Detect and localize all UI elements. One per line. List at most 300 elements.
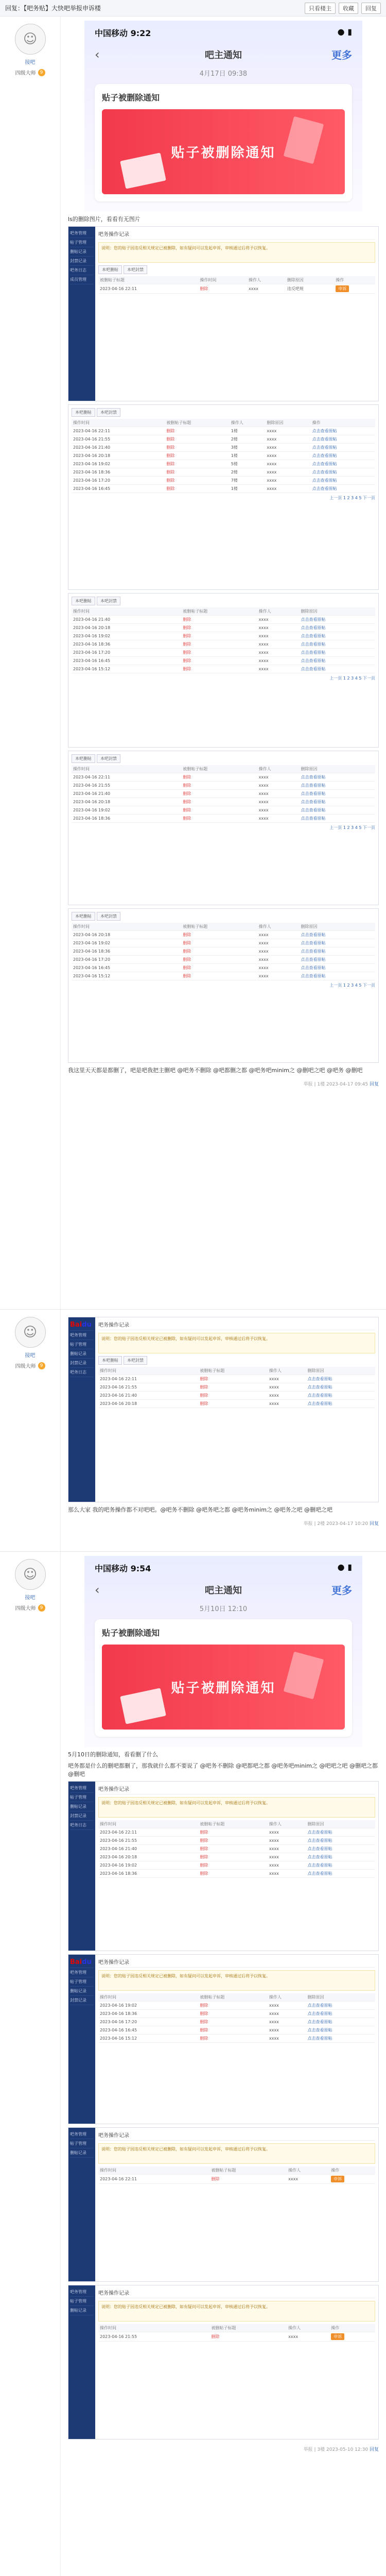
reply-button[interactable]: 回复	[361, 3, 381, 14]
cell: 2023-04-16 15:12	[72, 665, 181, 673]
table-row	[72, 972, 375, 980]
tab-banned: 本吧封禁	[124, 1356, 147, 1365]
col-action: 操作	[334, 276, 375, 284]
cell: 2023-04-16 22:11	[98, 1828, 198, 1837]
level-badge	[4, 69, 56, 76]
level-label: 四级大师	[15, 1606, 36, 1612]
avatar[interactable]: ☺	[15, 24, 46, 55]
cell: xxxx	[268, 1400, 306, 1408]
cell-link: 点击查看原帖	[306, 2018, 375, 2026]
cell: 删除	[198, 2018, 267, 2026]
pagination: 上一页 1 2 3 4 5 下一页	[329, 496, 375, 500]
cell: 删除	[181, 815, 257, 823]
admin-log-screenshot	[68, 1954, 379, 2124]
admin-log-screenshot	[68, 1781, 379, 1951]
cell-link: 点击查看原帖	[306, 2035, 375, 2043]
cell: 删除	[165, 452, 229, 460]
cell: 2023-04-16 18:36	[98, 1870, 198, 1878]
table-row	[72, 773, 375, 782]
col-title: 被删帖子标题	[198, 1367, 267, 1375]
cell-link: 点击查看原帖	[306, 1375, 375, 1383]
cell-link: 点击查看原帖	[306, 1853, 375, 1861]
table-row	[98, 2002, 375, 2010]
cell: 3楼	[230, 444, 266, 452]
logo-part: du	[82, 1958, 92, 1966]
col-action: 操作	[329, 2166, 375, 2175]
cell: 2023-04-16 22:11	[98, 1375, 198, 1383]
cell: xxxx	[257, 632, 300, 640]
table-row	[72, 427, 375, 435]
cell: xxxx	[257, 657, 300, 665]
tab-deleted: 本吧删帖	[72, 597, 95, 605]
cell: 删除	[198, 1400, 267, 1408]
cell: 2023-04-16 22:11	[98, 284, 198, 294]
post-1	[0, 16, 386, 1310]
log-table	[98, 276, 375, 294]
col-time: 操作时间	[72, 923, 181, 931]
cell: 2023-04-16 20:18	[98, 1853, 198, 1861]
message-time: 5月10日 12:10	[199, 1605, 248, 1613]
cell: 2023-04-16 18:36	[72, 640, 181, 649]
table-row	[98, 1392, 375, 1400]
post-text: ls的删除图片，看看有无图片	[68, 216, 141, 223]
cell-link: 点击查看原帖	[306, 2010, 375, 2018]
cell: 2023-04-16 21:55	[98, 1837, 198, 1845]
cell: xxxx	[268, 1837, 306, 1845]
cell: 2023-04-16 15:12	[98, 2035, 198, 2043]
author-card	[0, 16, 61, 1309]
cell-link: 点击查看原帖	[300, 931, 375, 939]
cell: 2023-04-16 21:40	[72, 790, 181, 798]
message-time: 4月17日 09:38	[199, 70, 248, 78]
avatar[interactable]: ☺	[15, 1559, 46, 1590]
table-row	[72, 657, 375, 665]
table-row	[72, 964, 375, 972]
cell: 2023-04-16 22:11	[72, 427, 165, 435]
menu-item: 吧务日志	[70, 266, 94, 275]
cell: 删除	[181, 657, 257, 665]
admin-log-screenshot	[68, 751, 379, 905]
cell: 删除	[181, 624, 257, 632]
table-row	[72, 931, 375, 939]
log-table	[98, 2324, 375, 2342]
tab-banned: 本吧封禁	[97, 754, 120, 763]
col-operator: 操作人	[268, 1367, 306, 1375]
cell: xxxx	[257, 790, 300, 798]
cell: 2023-04-16 19:02	[98, 1861, 198, 1870]
table-row	[98, 1383, 375, 1392]
appeal-button: 申诉	[331, 2333, 344, 2340]
cell: 2023-04-16 20:18	[72, 931, 181, 939]
cell: 2023-04-16 19:02	[72, 632, 181, 640]
log-notice: 说明：您的贴子因违反相关规定已被删除，如有疑问可以发起申诉，审核通过后将予以恢复。	[98, 242, 375, 263]
author-card	[0, 1552, 61, 2576]
phone-screenshot	[84, 21, 362, 212]
pagination: 上一页 1 2 3 4 5 下一页	[329, 825, 375, 830]
col-action: 操作	[311, 419, 375, 427]
author-card	[0, 1310, 61, 1551]
tab-deleted: 本吧删帖	[72, 754, 95, 763]
post-meta: 举报 | 2楼 2023-04-17 10:20	[303, 1521, 369, 1527]
status-icons: ● ▮	[337, 1562, 352, 1572]
menu-item: 吧务日志	[70, 1821, 94, 1830]
logo-part: Bai	[70, 1321, 82, 1329]
menu-item: 帖子管理	[70, 1793, 94, 1802]
cell: 2023-04-16 18:36	[98, 2010, 198, 2018]
cell: 2023-04-16 20:18	[72, 798, 181, 806]
tab-deleted: 本吧删帖	[98, 265, 122, 274]
level-badge	[4, 1604, 56, 1612]
table-row	[72, 665, 375, 673]
tab-banned: 本吧封禁	[97, 912, 120, 921]
log-notice: 说明：您的贴子因违反相关规定已被删除，如有疑问可以发起申诉，审核通过后将予以恢复。	[98, 2143, 375, 2164]
col-time: 操作时间	[72, 419, 165, 427]
col-operator: 操作人	[257, 923, 300, 931]
cell: 2023-04-16 17:20	[72, 649, 181, 657]
col-reason: 删除原因	[286, 276, 335, 284]
cell: 删除	[181, 806, 257, 815]
screen-title: 吧主通知	[205, 49, 242, 61]
notice-title: 贴子被删除通知	[102, 93, 160, 103]
cell: xxxx	[268, 2002, 306, 2010]
table-row	[72, 444, 375, 452]
table-row	[98, 2026, 375, 2035]
cell: xxxx	[257, 640, 300, 649]
admin-log-screenshot	[68, 1317, 379, 1502]
cell: xxxx	[268, 2018, 306, 2026]
admin-log-screenshot	[68, 404, 379, 590]
reply-link[interactable]: 回复	[369, 1082, 379, 1087]
cell: 删除	[198, 2002, 267, 2010]
reply-link[interactable]: 回复	[369, 2447, 379, 2452]
cell-link: 点击查看原帖	[306, 1861, 375, 1870]
admin-sidebar	[68, 2128, 95, 2281]
cell: xxxx	[257, 649, 300, 657]
cell: xxxx	[257, 773, 300, 782]
cell: xxxx	[265, 444, 310, 452]
cell-link: 点击查看原帖	[311, 427, 375, 435]
table-row	[72, 632, 375, 640]
table-row	[98, 1845, 375, 1853]
notice-title: 贴子被删除通知	[102, 1628, 160, 1638]
baidu-logo	[70, 1319, 94, 1331]
menu-item: 删帖记录	[70, 1349, 94, 1359]
cell: 删除	[181, 782, 257, 790]
menu-item: 删帖记录	[70, 247, 94, 257]
username-link[interactable]: 接吧	[25, 1595, 36, 1601]
status-carrier: 中国移动 9:54	[95, 1564, 151, 1573]
menu-item: 删帖记录	[70, 2306, 94, 2315]
cell-link: 点击查看原帖	[306, 2026, 375, 2035]
table-row	[98, 1828, 375, 1837]
col-operator: 操作人	[230, 419, 266, 427]
menu-item: 删帖记录	[70, 2148, 94, 2158]
cell-link: 点击查看原帖	[306, 1400, 375, 1408]
cell: xxxx	[257, 798, 300, 806]
menu-item: 成员管理	[70, 275, 94, 284]
col-reason: 删除原因	[306, 1820, 375, 1828]
log-heading: 吧务操作记录	[98, 1785, 375, 1794]
cell: xxxx	[265, 435, 310, 444]
cell: 2023-04-16 19:02	[72, 806, 181, 815]
cell-link: 点击查看原帖	[306, 1383, 375, 1392]
cell: xxxx	[268, 1861, 306, 1870]
log-table	[98, 1367, 375, 1408]
menu-item: 吧务管理	[70, 1968, 94, 1977]
post-footer	[68, 2443, 379, 2452]
col-time: 操作时间	[72, 607, 181, 616]
tab-banned: 本吧封禁	[124, 265, 147, 274]
cell: 1楼	[230, 427, 266, 435]
cell: 删除	[181, 632, 257, 640]
log-table	[98, 2166, 375, 2184]
pagination: 上一页 1 2 3 4 5 下一页	[329, 676, 375, 681]
cell: 2023-04-16 19:02	[98, 2002, 198, 2010]
menu-item: 封禁记录	[70, 1996, 94, 2005]
table-row	[98, 1400, 375, 1408]
cell: 2023-04-16 17:20	[72, 956, 181, 964]
cell-link: 点击查看原帖	[300, 782, 375, 790]
cell: 2023-04-16 16:45	[72, 964, 181, 972]
cell: 2023-04-16 21:40	[98, 1845, 198, 1853]
table-row	[98, 2035, 375, 2043]
cell: 删除	[209, 2175, 287, 2184]
table-row	[72, 468, 375, 477]
table-row	[72, 798, 375, 806]
avatar[interactable]: ☺	[15, 1317, 46, 1348]
cell: 2023-04-16 19:02	[72, 939, 181, 947]
log-notice: 说明：您的贴子因违反相关规定已被删除，如有疑问可以发起申诉，审核通过后将予以恢复。	[98, 2301, 375, 2321]
only-op-button[interactable]: 只看楼主	[305, 3, 336, 14]
menu-item: 帖子管理	[70, 2297, 94, 2306]
col-time: 操作时间	[98, 2324, 209, 2332]
admin-log-screenshot	[68, 908, 379, 1063]
cell: 2023-04-16 21:55	[72, 782, 181, 790]
cell: 删除	[198, 1828, 267, 1837]
logo-part: Bai	[70, 1958, 82, 1966]
baidu-logo	[70, 1957, 94, 1968]
cell-link: 点击查看原帖	[300, 624, 375, 632]
post-footer	[68, 1077, 379, 1087]
cell: 删除	[165, 468, 229, 477]
col-title: 被删帖子标题	[209, 2324, 287, 2332]
col-time: 操作时间	[98, 1820, 198, 1828]
tab-deleted: 本吧删帖	[72, 912, 95, 921]
level-badge	[4, 1362, 56, 1369]
cell-link: 点击查看原帖	[311, 460, 375, 468]
post-content	[61, 16, 386, 1309]
cell: 删除	[198, 2010, 267, 2018]
notice-card	[95, 1619, 352, 1737]
menu-item: 帖子管理	[70, 2139, 94, 2148]
cell-link: 点击查看原帖	[300, 798, 375, 806]
cell: xxxx	[257, 624, 300, 632]
cell: 删除	[165, 485, 229, 493]
favorite-button[interactable]: 收藏	[339, 3, 358, 14]
table-row	[72, 782, 375, 790]
table-row	[72, 939, 375, 947]
table-row	[98, 1853, 375, 1861]
cell: 2023-04-16 20:18	[72, 452, 165, 460]
cell: 2023-04-16 18:36	[72, 468, 165, 477]
menu-item: 吧务日志	[70, 1368, 94, 1377]
table-row	[98, 284, 375, 294]
notice-banner	[102, 109, 345, 194]
log-table	[72, 923, 375, 980]
col-reason: 删除原因	[306, 1993, 375, 2002]
menu-item: 吧务管理	[70, 229, 94, 238]
log-heading: 吧务操作记录	[98, 230, 375, 240]
tab-deleted: 本吧删帖	[72, 408, 95, 417]
admin-sidebar	[68, 227, 95, 401]
post-meta: 举报 | 3楼 2023-05-10 12:30	[303, 2447, 369, 2452]
cell-link: 点击查看原帖	[306, 1392, 375, 1400]
menu-item: 吧务管理	[70, 2130, 94, 2139]
table-row	[98, 2175, 375, 2184]
level-icon: 9	[38, 1362, 45, 1369]
table-row	[72, 815, 375, 823]
cell-link: 点击查看原帖	[306, 1828, 375, 1837]
cell: xxxx	[257, 815, 300, 823]
cell: xxxx	[257, 616, 300, 624]
cell-link: 点击查看原帖	[311, 435, 375, 444]
cell: 2023-04-16 17:20	[72, 477, 165, 485]
cell: 2023-04-16 15:12	[72, 972, 181, 980]
cell-link: 点击查看原帖	[306, 2002, 375, 2010]
menu-item: 删帖记录	[70, 1987, 94, 1996]
cell: 删除	[209, 2332, 287, 2342]
cell: xxxx	[268, 1870, 306, 1878]
cell: 2023-04-16 21:55	[72, 435, 165, 444]
menu-item: 封禁记录	[70, 1359, 94, 1368]
table-row	[98, 1375, 375, 1383]
cell-link: 点击查看原帖	[306, 1837, 375, 1845]
menu-item: 帖子管理	[70, 238, 94, 247]
logo-part: du	[82, 1321, 92, 1329]
cell: 删除	[198, 1861, 267, 1870]
cell: 2023-04-16 21:40	[72, 616, 181, 624]
table-row	[72, 477, 375, 485]
cell: 2023-04-16 21:55	[98, 1383, 198, 1392]
cell: 2023-04-16 16:45	[72, 485, 165, 493]
post-content	[61, 1552, 386, 2576]
table-row	[72, 624, 375, 632]
col-title: 被删帖子标题	[181, 923, 257, 931]
admin-log-screenshot	[68, 2127, 379, 2282]
cell: xxxx	[265, 452, 310, 460]
level-icon: 9	[38, 1604, 45, 1612]
cell: 删除	[181, 972, 257, 980]
cell-link: 点击查看原帖	[300, 632, 375, 640]
cell: 删除	[198, 1383, 267, 1392]
cell: xxxx	[287, 2175, 329, 2184]
cell: 删除	[198, 2026, 267, 2035]
username-link[interactable]: 接吧	[25, 1353, 36, 1359]
cell: xxxx	[257, 947, 300, 956]
cell-link: 点击查看原帖	[306, 1845, 375, 1853]
cell: 7楼	[230, 477, 266, 485]
cell: 1楼	[230, 485, 266, 493]
cell: 删除	[198, 1853, 267, 1861]
cell: xxxx	[247, 284, 286, 294]
cell: 删除	[198, 1837, 267, 1845]
cell: 2023-04-16 20:18	[98, 1400, 198, 1408]
log-heading: 吧务操作记录	[98, 2289, 375, 2298]
cell: 删除	[181, 665, 257, 673]
post-footer	[68, 1517, 379, 1527]
cell: 删除	[198, 2035, 267, 2043]
log-heading: 吧务操作记录	[98, 1958, 375, 1968]
post-text: 吧务都是什么的删吧都删了，那我就什么都不要说了 @吧务不删除 @吧都吧之都 @吧务吧minim之 @吧吧之吧 @删吧之都 @删吧	[68, 1762, 378, 1777]
cell: 5楼	[230, 460, 266, 468]
notice-card	[95, 84, 352, 201]
menu-item: 吧务管理	[70, 1784, 94, 1793]
post-text: 我这里天天都是都删了，吧是吧我把主删吧 @吧务不删除 @吧都删之都 @吧务吧minim之 @删吧之吧 @吧务 @删吧	[68, 1067, 363, 1074]
col-operator: 操作人	[268, 1993, 306, 2002]
post-meta: 举报 | 1楼 2023-04-17 09:45	[303, 1082, 369, 1087]
table-row	[72, 790, 375, 798]
cell-link: 点击查看原帖	[311, 444, 375, 452]
status-icons: ● ▮	[337, 27, 352, 37]
cell: 删除	[181, 931, 257, 939]
cell: 删除	[198, 1375, 267, 1383]
col-time: 操作时间	[98, 1993, 198, 2002]
col-time: 操作时间	[98, 2166, 209, 2175]
table-row	[72, 460, 375, 468]
cell-link: 点击查看原帖	[300, 616, 375, 624]
admin-log-screenshot	[68, 593, 379, 748]
table-row	[72, 806, 375, 815]
cell: xxxx	[268, 1392, 306, 1400]
thread-header	[0, 0, 386, 16]
username-link[interactable]: 接吧	[25, 60, 36, 65]
cell: 2023-04-16 21:55	[98, 2332, 209, 2342]
col-title: 被删帖子标题	[181, 607, 257, 616]
admin-sidebar	[68, 1955, 95, 2124]
cell: 删除	[198, 1392, 267, 1400]
more-label: 更多	[331, 1584, 352, 1597]
cell-link: 点击查看原帖	[300, 964, 375, 972]
cell: 删除	[181, 947, 257, 956]
cell: xxxx	[257, 956, 300, 964]
appeal-button: 申诉	[336, 285, 349, 292]
cell-link: 点击查看原帖	[300, 972, 375, 980]
cell: 删除	[165, 477, 229, 485]
cell: xxxx	[268, 2010, 306, 2018]
cell: 删除	[165, 435, 229, 444]
cell: 删除	[165, 444, 229, 452]
cell-link: 点击查看原帖	[300, 773, 375, 782]
cell-link: 点击查看原帖	[300, 790, 375, 798]
menu-item: 吧务管理	[70, 1331, 94, 1340]
back-icon: ‹	[95, 47, 100, 62]
cell: 1楼	[230, 452, 266, 460]
cell: xxxx	[268, 1828, 306, 1837]
banner-text: 贴子被删除通知	[171, 145, 276, 161]
col-reason: 删除原因	[300, 607, 375, 616]
cell: 删除	[198, 284, 247, 294]
cell-link: 点击查看原帖	[300, 806, 375, 815]
pagination: 上一页 1 2 3 4 5 下一页	[329, 983, 375, 988]
col-title: 被删帖子标题	[98, 276, 198, 284]
more-label: 更多	[331, 49, 352, 61]
reply-link[interactable]: 回复	[369, 1521, 379, 1527]
col-title: 被删帖子标题	[198, 1993, 267, 2002]
cell-link: 点击查看原帖	[311, 468, 375, 477]
post-content	[61, 1310, 386, 1551]
cell: xxxx	[268, 1383, 306, 1392]
cell: xxxx	[268, 2026, 306, 2035]
